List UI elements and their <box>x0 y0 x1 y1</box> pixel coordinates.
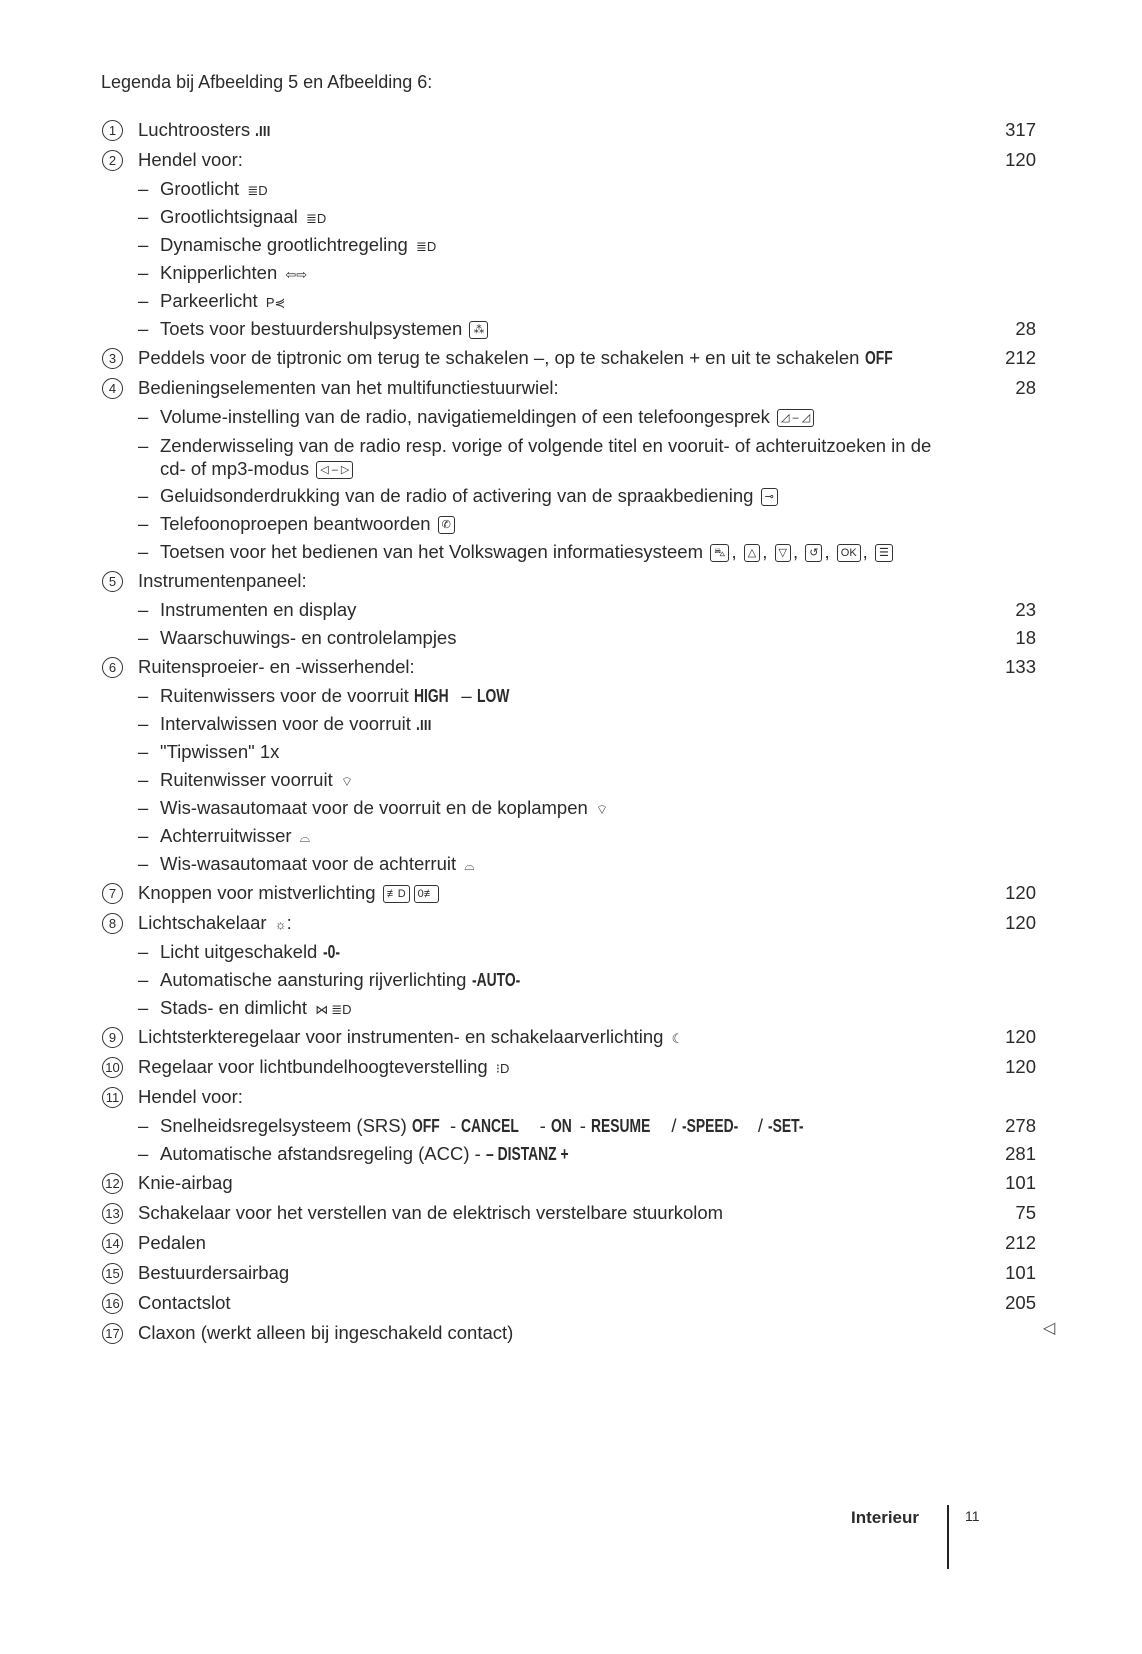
control-label: OFF <box>864 347 893 368</box>
item-text <box>160 259 307 289</box>
legend-subitem <box>100 231 1040 259</box>
text-segment: Toetsen voor het bedienen van het Volkswagen informatiesysteem <box>160 541 709 562</box>
item-text <box>138 882 441 903</box>
list-dash: – <box>138 435 149 456</box>
list-dash: – <box>138 1143 149 1164</box>
control-label: .ııı <box>416 713 432 734</box>
legend-subitem <box>100 203 1040 231</box>
page-reference[interactable]: 212 <box>1005 347 1036 368</box>
item-number-badge: 2 <box>102 150 123 171</box>
text-segment: - <box>534 1115 551 1136</box>
legend-subitem <box>100 175 1040 203</box>
dimmer-icon: ☾ <box>671 1031 684 1046</box>
legend-item <box>100 1258 1040 1288</box>
page-reference[interactable]: 101 <box>1005 1172 1036 1193</box>
list-dash: – <box>138 685 149 706</box>
text-segment: Instrumenten en display <box>160 599 357 620</box>
legend-subitem <box>100 403 1040 431</box>
control-label: LOW <box>476 685 510 706</box>
list-dash: – <box>138 853 149 874</box>
list-dash: – <box>138 541 149 562</box>
list-dash: – <box>138 513 149 534</box>
legend-subitem <box>100 850 1040 878</box>
item-text <box>160 822 310 852</box>
text-segment: / <box>752 1115 769 1136</box>
item-text <box>160 231 436 261</box>
text-segment: Instrumentenpaneel: <box>138 570 307 591</box>
text-segment: Peddels voor de tiptronic om terug te schakelen –, op te schakelen + en uit te schakelen <box>138 347 865 368</box>
item-text <box>138 1056 509 1077</box>
text-segment: Automatische afstandsregeling (ACC) - <box>160 1143 486 1164</box>
high-beam-icon: ≣D <box>415 239 437 254</box>
track-button-icon: ◁ – ▷ <box>316 461 353 479</box>
rear-washer-icon: ⌓ <box>464 858 475 873</box>
item-text <box>160 175 268 205</box>
text-segment: , <box>792 541 804 562</box>
legend-item <box>100 115 1040 145</box>
item-number-badge: 1 <box>102 120 123 141</box>
legend-item <box>100 1022 1040 1052</box>
item-text <box>160 738 279 766</box>
text-segment: Wis-wasautomaat voor de voorruit en de koplampen <box>160 797 593 818</box>
list-dash: – <box>138 206 149 227</box>
text-segment: Hendel voor: <box>138 1086 243 1107</box>
item-text <box>160 434 960 480</box>
item-text <box>160 994 351 1024</box>
item-text <box>138 912 292 933</box>
text-segment: Bestuurdersairbag <box>138 1262 290 1283</box>
page-reference[interactable]: 23 <box>1015 599 1036 620</box>
control-label: RESUME <box>591 1115 651 1136</box>
list-dash: – <box>138 178 149 199</box>
volume-button-icon: ◿ – ◿ <box>777 409 814 427</box>
text-segment: Volume-instelling van de radio, navigatiemeldingen of een telefoongesprek <box>160 406 776 427</box>
text-segment: Lichtschakelaar <box>138 912 272 933</box>
legend-subitem <box>100 766 1040 794</box>
item-text <box>138 1232 206 1253</box>
side-light-icon: ⋈ <box>315 1002 329 1017</box>
item-text <box>160 315 490 343</box>
control-label: CANCEL <box>461 1115 520 1136</box>
page-reference[interactable]: 75 <box>1015 1202 1036 1223</box>
control-label: -0- <box>322 941 340 962</box>
text-segment: Lichtsterkteregelaar voor instrumenten- en schakelaarverlichting <box>138 1026 669 1047</box>
item-text <box>160 510 457 538</box>
text-segment: Regelaar voor lichtbundelhoogteverstelling <box>138 1056 493 1077</box>
page-reference[interactable]: 120 <box>1005 912 1036 933</box>
item-text <box>160 794 608 824</box>
legend-item <box>100 343 1040 373</box>
item-text <box>138 347 898 368</box>
list-dash: – <box>138 406 149 427</box>
text-segment: , <box>862 541 873 562</box>
legend-item <box>100 145 1040 175</box>
list-dash: – <box>138 941 149 962</box>
legend-item <box>100 1288 1040 1318</box>
item-number-badge: 10 <box>102 1057 123 1078</box>
item-text <box>138 1202 723 1223</box>
legend-subitem <box>100 510 1040 538</box>
item-text <box>138 1292 231 1313</box>
legend-subitem <box>100 482 1040 510</box>
text-segment: - <box>574 1115 592 1136</box>
legend-item <box>100 1168 1040 1198</box>
text-segment: Grootlicht <box>160 178 245 199</box>
text-segment: : <box>286 912 292 933</box>
text-segment: Toets voor bestuurdershulpsystemen <box>160 318 468 339</box>
item-text <box>138 1262 289 1283</box>
phone-button-icon: ✆ <box>438 516 455 534</box>
legend-subitem <box>100 794 1040 822</box>
turn-signal-icon: ⇦⇨ <box>285 267 308 282</box>
control-label: -SPEED- <box>681 1115 738 1136</box>
text-segment: Dynamische grootlichtregeling <box>160 234 413 255</box>
text-segment: Zenderwisseling van de radio resp. vorige of volgende titel en vooruit- of achteruitzoeken in de cd- of mp3-modus <box>160 435 932 479</box>
page-reference[interactable]: 101 <box>1005 1262 1036 1283</box>
light-switch-icon: ☼ <box>274 917 287 932</box>
item-text <box>160 596 356 624</box>
headlight-range-icon: ⁝D <box>495 1061 510 1076</box>
item-text <box>138 377 559 398</box>
front-wiper-icon: ⌔ <box>340 774 354 789</box>
list-dash: – <box>138 485 149 506</box>
legend-item <box>100 373 1040 403</box>
item-number-badge: 11 <box>102 1087 123 1108</box>
page-reference[interactable]: 28 <box>1015 318 1036 339</box>
legend-item <box>100 566 1040 596</box>
item-text <box>160 287 285 317</box>
legend-item <box>100 1052 1040 1082</box>
ok-button-icon: OK <box>837 544 861 562</box>
legend-item <box>100 908 1040 938</box>
text-segment: Geluidsonderdrukking van de radio of activering van de spraakbediening <box>160 485 759 506</box>
text-segment: Telefoonoproepen beantwoorden <box>160 513 436 534</box>
driver-assist-button-icon: ⁂ <box>469 321 488 339</box>
item-number-badge: 15 <box>102 1263 123 1284</box>
parking-light-icon: P⋞ <box>265 295 286 310</box>
high-beam-icon: ≣D <box>247 183 268 198</box>
page-reference[interactable]: 212 <box>1005 1232 1036 1253</box>
legend-title: Legenda bij Afbeelding 5 en Afbeelding 6: <box>101 72 433 92</box>
text-segment: , <box>824 541 835 562</box>
down-button-icon: ▽ <box>775 544 791 562</box>
legend-subitem <box>100 431 1040 482</box>
item-number-badge: 14 <box>102 1233 123 1254</box>
list-dash: – <box>138 627 149 648</box>
mute-button-icon: ⊸ <box>761 488 778 506</box>
item-number-badge: 6 <box>102 657 123 678</box>
text-segment: Parkeerlicht <box>160 290 263 311</box>
text-segment: Schakelaar voor het verstellen van de elektrisch verstelbare stuurkolom <box>138 1202 724 1223</box>
page-reference[interactable]: 120 <box>1005 149 1036 170</box>
text-segment: Waarschuwings- en controlelampjes <box>160 627 457 648</box>
legend-subitem <box>100 682 1040 710</box>
item-number-badge: 13 <box>102 1203 123 1224</box>
list-dash: – <box>138 290 149 311</box>
item-number-badge: 5 <box>102 571 123 592</box>
legend-subitem <box>100 822 1040 850</box>
page-reference[interactable]: 28 <box>1015 377 1036 398</box>
control-label: -SET- <box>768 1115 804 1136</box>
item-number-badge: 8 <box>102 913 123 934</box>
item-text <box>160 850 475 880</box>
back-arrow-icon[interactable]: ◁ <box>1043 1320 1056 1337</box>
high-beam-icon: ≣D <box>305 211 327 226</box>
page-reference[interactable]: 120 <box>1005 1026 1036 1047</box>
text-segment: Intervalwissen voor de voorruit <box>160 713 417 734</box>
item-number-badge: 12 <box>102 1173 123 1194</box>
item-number-badge: 3 <box>102 348 123 369</box>
footer-divider <box>947 1505 949 1569</box>
page-reference[interactable]: 120 <box>1005 1056 1036 1077</box>
item-number-badge: 7 <box>102 883 123 904</box>
item-text <box>138 656 415 677</box>
page-reference[interactable]: 278 <box>1005 1115 1036 1136</box>
item-text <box>160 403 816 431</box>
text-segment: Grootlichtsignaal <box>160 206 303 227</box>
list-dash: – <box>138 713 149 734</box>
text-segment: Hendel voor: <box>138 149 243 170</box>
legend-subitem <box>100 624 1040 652</box>
item-text <box>138 1086 243 1107</box>
page-reference[interactable]: 317 <box>1005 119 1036 140</box>
text-segment: Knoppen voor mistverlichting <box>138 882 381 903</box>
legend-item <box>100 652 1040 682</box>
text-segment: , <box>762 541 773 562</box>
text-segment: Achterruitwisser <box>160 825 297 846</box>
car-button-icon: ⛍ <box>710 544 729 562</box>
control-label: ON <box>550 1115 572 1136</box>
item-number-badge: 17 <box>102 1323 123 1344</box>
text-segment: Knie-airbag <box>138 1172 233 1193</box>
item-text <box>160 203 326 233</box>
item-number-badge: 4 <box>102 378 123 399</box>
item-text <box>160 766 353 796</box>
item-text <box>138 1172 233 1193</box>
legend-subitem <box>100 259 1040 287</box>
text-segment: Wis-wasautomaat voor de achterruit <box>160 853 462 874</box>
text-segment: Automatische aansturing rijverlichting <box>160 969 472 990</box>
text-segment: – <box>456 685 477 706</box>
list-dash: – <box>138 741 149 762</box>
page-reference[interactable]: 281 <box>1005 1143 1036 1164</box>
item-text <box>138 1322 513 1343</box>
legend-subitem <box>100 1112 1040 1140</box>
list-dash: – <box>138 262 149 283</box>
item-text <box>160 482 780 510</box>
item-text <box>138 149 243 170</box>
rear-fog-button-icon: 0≢ <box>414 885 439 903</box>
legend-item <box>100 1318 1040 1348</box>
list-dash: – <box>138 969 149 990</box>
control-label: .ııı <box>255 119 271 140</box>
text-segment: - <box>444 1115 462 1136</box>
legend-subitem <box>100 287 1040 315</box>
item-text <box>160 1140 592 1168</box>
legend-subitem <box>100 710 1040 738</box>
item-text <box>138 1026 683 1047</box>
legend-subitem <box>100 315 1040 343</box>
list-dash: – <box>138 234 149 255</box>
legend-subitem <box>100 596 1040 624</box>
text-segment: Claxon (werkt alleen bij ingeschakeld contact) <box>138 1322 514 1343</box>
item-number-badge: 16 <box>102 1293 123 1314</box>
return-button-icon: ↺ <box>805 544 822 562</box>
front-fog-button-icon: ≢D <box>383 885 410 903</box>
legend-item <box>100 1228 1040 1258</box>
footer-page-number: 11 <box>965 1508 980 1524</box>
page-reference[interactable]: 120 <box>1005 882 1036 903</box>
item-text <box>160 538 895 566</box>
text-segment: Stads- en dimlicht <box>160 997 313 1018</box>
item-text <box>138 119 272 140</box>
low-beam-icon: ≣D <box>331 1002 352 1017</box>
text-segment: Ruitensproeier- en -wisserhendel: <box>138 656 415 677</box>
legend-item <box>100 1198 1040 1228</box>
footer-section-title: Interieur <box>851 1508 920 1527</box>
item-text <box>160 1112 811 1140</box>
legend-subitem <box>100 738 1040 766</box>
page-reference[interactable]: 18 <box>1015 627 1036 648</box>
list-dash: – <box>138 769 149 790</box>
legend-subitem <box>100 938 1040 966</box>
legend-item <box>100 878 1040 908</box>
rear-wiper-icon: ⌓ <box>299 830 311 845</box>
legend-subitem <box>100 1140 1040 1168</box>
item-text <box>160 682 516 710</box>
list-dash: – <box>138 318 149 339</box>
item-text <box>160 624 456 652</box>
front-washer-icon: ⌔ <box>595 802 609 817</box>
up-button-icon: △ <box>744 544 760 562</box>
legend-subitem <box>100 538 1040 566</box>
list-dash: – <box>138 599 149 620</box>
legend-item <box>100 1082 1040 1112</box>
item-text <box>160 938 341 966</box>
legend-list <box>100 115 1040 1348</box>
item-text <box>160 966 532 994</box>
control-label: OFF <box>411 1115 440 1136</box>
text-segment: Ruitenwisser voorruit <box>160 769 338 790</box>
list-dash: – <box>138 797 149 818</box>
text-segment: , <box>731 541 742 562</box>
menu-button-icon: ☰ <box>875 544 893 562</box>
page-reference[interactable]: 205 <box>1005 1292 1036 1313</box>
text-segment: "Tipwissen" 1x <box>160 741 280 762</box>
item-number-badge: 9 <box>102 1027 123 1048</box>
legend-subitem <box>100 994 1040 1022</box>
legend-subitem <box>100 966 1040 994</box>
text-segment: Contactslot <box>138 1292 231 1313</box>
text-segment: Bedieningselementen van het multifunctiestuurwiel: <box>138 377 559 398</box>
text-segment: Luchtroosters <box>138 119 256 140</box>
text-segment: Knipperlichten <box>160 262 283 283</box>
control-label: – DISTANZ + <box>485 1143 569 1164</box>
control-label: -AUTO- <box>471 969 520 990</box>
control-label: HIGH <box>413 685 449 706</box>
text-segment: Ruitenwissers voor de voorruit <box>160 685 414 706</box>
text-segment: Snelheidsregelsysteem (SRS) <box>160 1115 412 1136</box>
page-reference[interactable]: 133 <box>1005 656 1036 677</box>
item-text <box>138 570 307 591</box>
list-dash: – <box>138 997 149 1018</box>
item-text <box>160 710 433 738</box>
text-segment: Pedalen <box>138 1232 206 1253</box>
text-segment: / <box>666 1115 682 1136</box>
list-dash: – <box>138 825 149 846</box>
list-dash: – <box>138 1115 149 1136</box>
text-segment: Licht uitgeschakeld <box>160 941 323 962</box>
